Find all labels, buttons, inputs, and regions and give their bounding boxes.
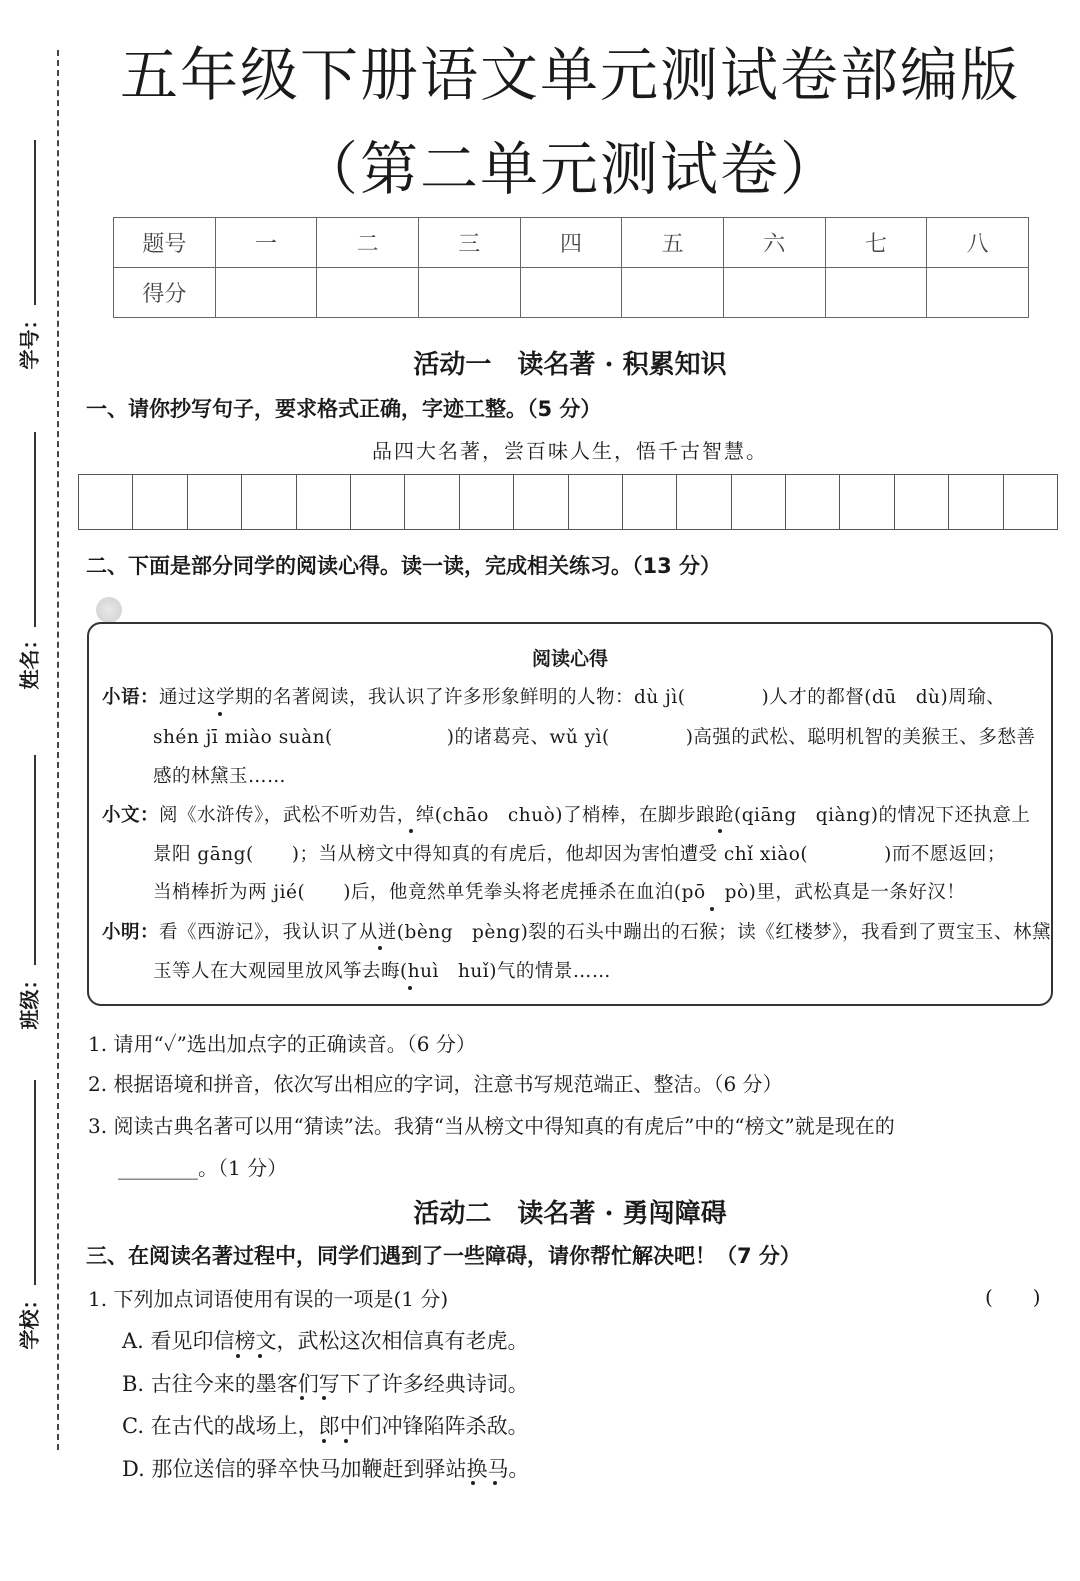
- subquestion3: 3. 阅读古典名著可以用“猜读”法。我猜“当从榜文中得知真的有虎后”中的“榜文”就是现在的: [88, 1114, 895, 1138]
- xiaoyu-label: 小语：: [102, 687, 160, 708]
- subquestion3-answer-blank[interactable]: ________。（1 分）: [118, 1156, 288, 1180]
- binding-dashed-line: [57, 50, 59, 1450]
- emphasis-dot: [236, 1354, 240, 1358]
- activity1-heading: 活动一 读名著 · 积累知识: [413, 350, 727, 380]
- emphasis-dot: [322, 1396, 326, 1400]
- score-table-col: 四: [520, 218, 622, 268]
- class-label: 班级：: [17, 969, 42, 1030]
- name-label: 姓名：: [17, 629, 42, 690]
- score-table-header-row: [114, 218, 1029, 268]
- page-subtitle: （第二单元测试卷）: [299, 135, 840, 203]
- score-table-col: 三: [418, 218, 520, 268]
- emphasis-dot: [493, 1481, 497, 1485]
- subquestion2: 2. 根据语境和拼音，依次写出相应的字词，注意书写规范端正、整洁。（6 分）: [88, 1072, 783, 1096]
- score-table-score-row: [114, 268, 1029, 318]
- emphasis-dot: [378, 946, 382, 950]
- emphasis-dot: [408, 986, 412, 990]
- question2: 二、下面是部分同学的阅读心得。读一读，完成相关练习。（13 分）: [86, 554, 722, 578]
- score-cell[interactable]: [927, 268, 1029, 318]
- score-table: [113, 217, 1029, 318]
- question1: 一、请你抄写句子，要求格式正确，字迹工整。（5 分）: [86, 397, 602, 421]
- option-b[interactable]: B. 古往今来的墨客们写下了许多经典诗词。: [122, 1372, 529, 1396]
- score-cell[interactable]: [825, 268, 927, 318]
- school-label: 学校：: [17, 1289, 42, 1350]
- xiaoming-label: 小明：: [102, 922, 160, 943]
- emphasis-dot: [471, 1481, 475, 1485]
- emphasis-dot: [344, 1439, 348, 1443]
- emphasis-dot: [718, 829, 722, 833]
- xiaowen-line1: 小文：阅《水浒传》，武松不听劝告，绰(chāo chuò)了梢棒，在脚步踉跄(qiāng qiàng)的情况下还执意上: [102, 805, 1031, 826]
- xiaoyu-line3: 感的林黛玉……: [153, 766, 287, 787]
- score-cell[interactable]: [418, 268, 520, 318]
- question1-sentence: 品四大名著，尝百味人生，悟千古智慧。: [372, 439, 768, 463]
- emphasis-dot: [409, 829, 413, 833]
- question3-item1: 1. 下列加点词语使用有误的一项是(1 分): [88, 1287, 449, 1311]
- score-table-col: 五: [622, 218, 724, 268]
- score-table-col: 一: [215, 218, 317, 268]
- xiaowen-line2: 景阳 gāng( )；当从榜文中得知真的有虎后，他却因为害怕遭受 chǐ xiào( )而不愿返回；: [153, 844, 1006, 865]
- score-table-row-label: 题号: [114, 218, 216, 268]
- xiaowen-label: 小文：: [102, 805, 160, 826]
- option-d[interactable]: D. 那位送信的驿卒快马加鞭赶到驿站换马。: [122, 1457, 530, 1481]
- student-no-line: [34, 140, 36, 305]
- emphasis-dot: [218, 712, 222, 716]
- reading-notes-title: 阅读心得: [531, 648, 608, 670]
- xiaoming-line2: 玉等人在大观园里放风筝去晦(huì huǐ)气的情景……: [153, 961, 611, 982]
- score-table-col: 八: [927, 218, 1029, 268]
- answer-parentheses[interactable]: ( ): [985, 1285, 1041, 1309]
- score-cell[interactable]: [723, 268, 825, 318]
- subquestion1: 1. 请用“✓”选出加点字的正确读音。（6 分）: [88, 1032, 476, 1056]
- flower-decoration-icon: [96, 597, 122, 623]
- score-cell[interactable]: [215, 268, 317, 318]
- page-title: 五年级下册语文单元测试卷部编版: [119, 41, 1020, 109]
- student-no-label: 学号：: [17, 309, 42, 370]
- emphasis-dot: [300, 1396, 304, 1400]
- question3: 三、在阅读名著过程中，同学们遇到了一些障碍，请你帮忙解决吧！（7 分）: [86, 1244, 801, 1268]
- option-c[interactable]: C. 在古代的战场上，郎中们冲锋陷阵杀敌。: [122, 1414, 529, 1438]
- writing-grid[interactable]: [78, 474, 1058, 530]
- class-line: [34, 755, 36, 965]
- score-table-col: 二: [317, 218, 419, 268]
- emphasis-dot: [322, 1439, 326, 1443]
- xiaoyu-line1: 小语：通过这学期的名著阅读，我认识了许多形象鲜明的人物：dù jì( )人才的都督(dū dù)周瑜、: [102, 687, 1006, 708]
- score-table-col: 六: [723, 218, 825, 268]
- score-cell[interactable]: [520, 268, 622, 318]
- emphasis-dot: [258, 1354, 262, 1358]
- option-a[interactable]: A. 看见印信榜文，武松这次相信真有老虎。: [122, 1329, 529, 1353]
- xiaowen-line3: 当梢棒折为两 jié( )后，他竟然单凭拳头将老虎捶杀在血泊(pō pò)里，武松真是一条好汉！: [153, 882, 966, 903]
- score-table-row-label: 得分: [114, 268, 216, 318]
- activity2-heading: 活动二 读名著 · 勇闯障碍: [413, 1199, 727, 1229]
- name-line: [34, 432, 36, 627]
- xiaoming-line1: 小明：看《西游记》，我认识了从迸(bèng pèng)裂的石头中蹦出的石猴；读《红楼梦》，我看到了贾宝玉、林黛: [102, 922, 1052, 943]
- score-cell[interactable]: [622, 268, 724, 318]
- score-table-col: 七: [825, 218, 927, 268]
- emphasis-dot: [710, 907, 714, 911]
- school-line: [34, 1080, 36, 1285]
- xiaoyu-line2: shén jī miào suàn( )的诸葛亮、wǔ yì( )高强的武松、聪明机智的美猴王、多愁善: [153, 727, 1036, 748]
- score-cell[interactable]: [317, 268, 419, 318]
